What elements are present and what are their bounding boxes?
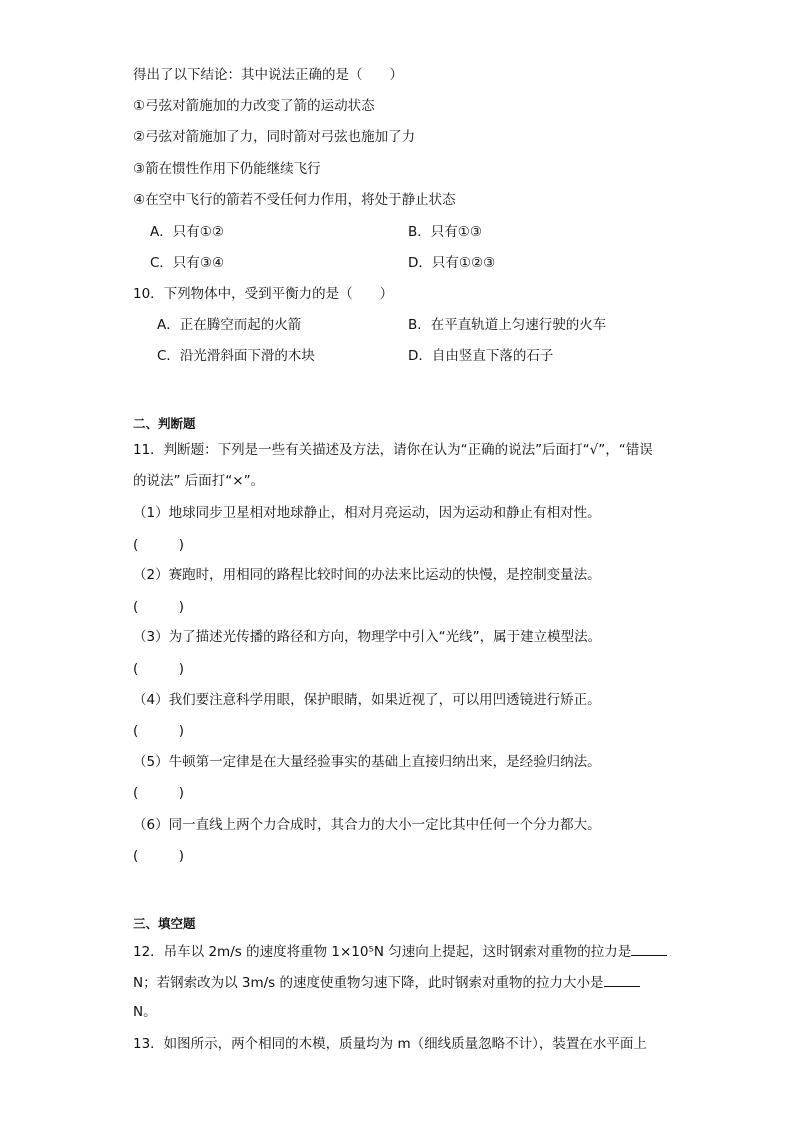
q11-stem-line1: 11．判断题：下列是一些有关描述及方法，请你在认为“正确的说法”后面打“√”，“错误 [133,442,653,458]
q12-line1 [133,941,667,961]
q11-item-2: （2）赛跑时，用相同的路程比较时间的办法来比运动的快慢，是控制变量法。 [133,567,601,583]
section-title-fill-in: 三、填空题 [133,916,196,931]
q11-answer-paren-2[interactable]: ( ) [133,599,185,615]
q9-statement-2: ②弓弦对箭施加了力，同时箭对弓弦也施加了力 [133,129,416,145]
q12-blank-2[interactable] [604,972,640,987]
q9-option-a[interactable]: A．只有①② [150,224,224,240]
q10-option-d[interactable]: D．自由竖直下落的石子 [408,348,554,364]
q12-line1-text: 12．吊车以 2m/s 的速度将重物 1×10⁵N 匀速向上提起，这时钢索对重物的拉力是 [133,944,632,960]
q11-item-6: （6）同一直线上两个力合成时，其合力的大小一定比其中任何一个分力都大。 [133,817,601,833]
section-title-judgment: 二、判断题 [133,416,196,431]
q12-line2-text: N；若钢索改为以 3m/s 的速度使重物匀速下降，此时钢索对重物的拉力大小是 [133,975,604,991]
q9-option-c[interactable]: C．只有③④ [150,255,225,271]
q9-option-d[interactable]: D．只有①②③ [408,255,496,271]
q10-option-c[interactable]: C．沿光滑斜面下滑的木块 [157,348,315,364]
q11-item-3: （3）为了描述光传播的路径和方向，物理学中引入“光线”，属于建立模型法。 [133,629,602,645]
q12-blank-1[interactable] [631,941,667,956]
q9-statement-1: ①弓弦对箭施加的力改变了箭的运动状态 [133,98,375,114]
q11-item-1: （1）地球同步卫星相对地球静止，相对月亮运动，因为运动和静止有相对性。 [133,505,601,521]
q11-answer-paren-4[interactable]: ( ) [133,723,185,739]
q13-line1: 13．如图所示，两个相同的木模，质量均为 m（细线质量忽略不计），装置在水平面上 [133,1036,647,1052]
q12-line3: N。 [133,1004,157,1020]
q11-item-4: （4）我们要注意科学用眼，保护眼睛，如果近视了，可以用凹透镜进行矫正。 [133,692,601,708]
q9-statement-3: ③箭在惯性作用下仍能继续飞行 [133,161,321,177]
q9-statement-4: ④在空中飞行的箭若不受任何力作用，将处于静止状态 [133,192,456,208]
q10-stem: 10．下列物体中，受到平衡力的是（ ） [133,286,394,302]
q11-stem-line2: 的说法” 后面打“×”。 [133,473,265,489]
q12-line2 [133,972,640,992]
q9-option-b[interactable]: B．只有①③ [408,224,482,240]
q11-answer-paren-5[interactable]: ( ) [133,785,185,801]
q10-option-b[interactable]: B．在平直轨道上匀速行驶的火车 [408,317,607,333]
q11-item-5: （5）牛顿第一定律是在大量经验事实的基础上直接归纳出来，是经验归纳法。 [133,754,601,770]
q11-answer-paren-3[interactable]: ( ) [133,661,185,677]
q11-answer-paren-1[interactable]: ( ) [133,537,185,553]
q11-answer-paren-6[interactable]: ( ) [133,848,185,864]
q10-option-a[interactable]: A．正在腾空而起的火箭 [157,317,302,333]
q9-stem: 得出了以下结论：其中说法正确的是（ ） [133,67,403,83]
